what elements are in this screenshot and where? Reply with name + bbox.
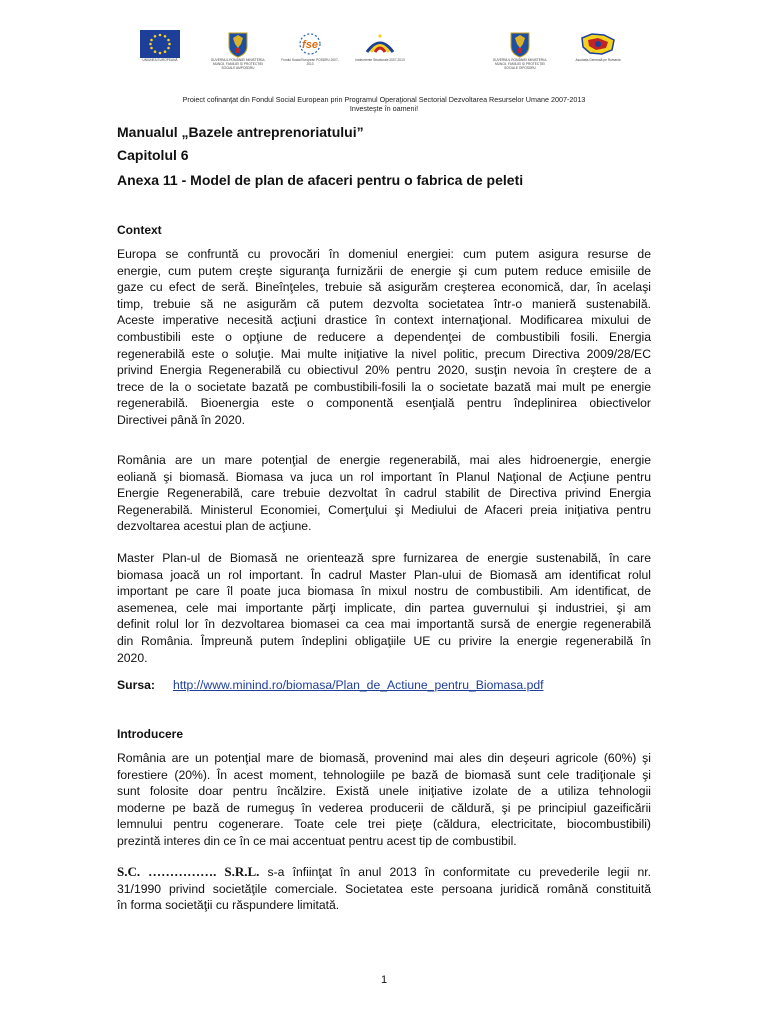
text-line: România are un mare potenţial de energie regenerabilă, mai ales hidroenergie, energie — [117, 453, 651, 467]
ministry-logo — [490, 30, 550, 82]
logo-caption: Asociația Generală pe Romania — [575, 58, 621, 62]
promoter-logo-icon — [578, 30, 618, 58]
text-line: energie, cum putem creşte siguranţa furnizării de energie şi cum putem reduce emisiile de — [117, 263, 651, 278]
eu-logo — [130, 30, 190, 82]
funding-slogan: Investeşte în oameni! — [349, 103, 419, 113]
source-link[interactable]: http://www.minind.ro/biomasa/Plan_de_Actiune_pentru_Biomasa.pdf — [172, 678, 544, 692]
text-line: lemnului pentru cogenerare. Toate cele trei pieţe (căldura, electricitate, biocombustibili) — [117, 817, 651, 832]
context-paragraph-3 — [117, 550, 651, 666]
text-line: 2020. — [117, 650, 148, 665]
context-paragraph-2 — [117, 452, 651, 535]
sponsor-logo-strip — [130, 30, 630, 90]
logo-caption: Fondul Social European POSDRU 2007-2013 — [281, 58, 339, 66]
logo-caption: GUVERNUL ROMÂNIEI MINISTERUL MUNCII, FAMILIEI ȘI PROTECȚIEI SOCIALE AMPOSDRU — [210, 58, 266, 70]
text-line: prezintă interes din ce în ce mai accentuat pentru acest tip de combustibil. — [117, 833, 517, 848]
text-line: gaze cu efect de seră. Bineînţeles, trebuie să asigurăm creşterea economică, dar, în acelaşi — [117, 280, 651, 295]
eu-flag-icon — [140, 30, 180, 58]
government-logo — [208, 30, 268, 82]
text-line — [117, 864, 651, 881]
text-line: Directivei până în 2020. — [117, 412, 246, 427]
text-line: Regenerabilă. Ministerul Economiei, Comerţului şi Mediului de Afaceri preia iniţiativa pentru — [117, 502, 651, 517]
text-line: sunt folosite doar pentru încălzire. Există unele iniţiative izolate de a utiliza tehnologii — [117, 784, 651, 799]
page-number: 1 — [380, 974, 388, 986]
text-line: trece de la o societate bazată pe combustibili-fosili la o societate bazată mai mult pe energie — [117, 379, 651, 394]
funding-line: Proiect cofinanţat din Fondul Social European prin Programul Operaţional Sectorial Dezvoltarea Resurselor Umane 2007-2013 — [182, 95, 586, 104]
text-line: România are un potenţial mare de biomasă, provenind mai ales din deşeuri agricole (60%) şi — [117, 751, 651, 765]
funding-statement — [0, 96, 768, 113]
structural-instruments-logo — [350, 30, 410, 82]
text-line: definit rolul lor în dezvoltarea biomasei ca cea mai importantă sursă de energie regenerabilă — [117, 617, 651, 632]
text-line: eoliană şi biomasă. Biomasa va juca un rol important în Planul Naţional de Acţiune pentru — [117, 469, 651, 484]
text-line: regenerabilă este o soluţie. Mai multe iniţiative la nivel politic, precum Directiva 2009/28/EC — [117, 346, 651, 361]
logo-caption: GUVERNUL ROMÂNIEI MINISTERUL MUNCII, FAMILIEI ȘI PROTECȚIEI SOCIALE OIPOSDRU — [492, 58, 548, 70]
text-line: în forma societăţii cu răspundere limitată. — [117, 898, 340, 913]
intro-heading: Introducere — [117, 727, 184, 741]
text-line: privind Energia Regenerabilă cu obiectivul 20% pentru 2020, susţin nevoia în creştere de a — [117, 363, 651, 378]
romania-coat-of-arms-icon — [509, 30, 531, 58]
text-line: dezvoltarea acestui plan de acţiune. — [117, 519, 312, 534]
intro-paragraph-1 — [117, 750, 651, 850]
text-line: biomasa joacă un rol important. În cadrul Master Plan-ului de Biomasă am identificat rolul — [117, 567, 651, 582]
chapter-title: Capitolul 6 — [117, 147, 189, 163]
context-paragraph-1 — [117, 246, 651, 429]
company-text: s-a înfiinţat în anul 2013 în conformitate cu prevederile legii nr. — [259, 865, 651, 879]
structural-instruments-icon — [363, 30, 397, 58]
text-line: important pe care îl poate juca biomasa în mixul nostru de combustibili. Am identificat, de — [117, 584, 651, 599]
fse-logo-icon — [295, 30, 325, 58]
text-line: Master Plan-ul de Biomasă ne orientează spre furnizarea de energie sustenabilă, în care — [117, 551, 651, 565]
intro-paragraph-2 — [117, 864, 651, 914]
logo-caption: UNIUNEA EUROPEANĂ — [142, 58, 178, 62]
annex-title: Anexa 11 - Model de plan de afaceri pentru o fabrica de peleti — [117, 172, 524, 188]
text-line: moderne pe bază de rumeguş în vederea producerii de căldură, şi pe principiul gazeificării — [117, 800, 651, 815]
svg-text:fse: fse — [302, 39, 318, 51]
text-line: Aceste imperative necesită acţiuni drastice în context internaţional. Modificarea mixului de — [117, 313, 651, 328]
logo-caption: Instrumente Structurale 2007-2013 — [355, 58, 405, 62]
text-line: combustibili este o opţiune de reducere a dependenţei de combustibili fosili. Energia — [117, 329, 651, 344]
text-line: timp, trebuie să ne asigurăm că putem dezvolta societatea într-o manieră sustenabilă. — [117, 296, 651, 311]
text-line: 31/1990 privind societăţile comerciale. Societatea este persoana juridică română constituită — [117, 881, 651, 896]
context-heading: Context — [117, 223, 162, 237]
source-label: Sursa: — [117, 678, 155, 692]
text-line: asemenea, cele mai importante părţi implicate, din partea guvernului şi industriei, şi am — [117, 600, 651, 615]
text-line: regenerabilă. Bioenergia este o componentă esenţială pentru îndeplinirea obiectivelor — [117, 396, 651, 411]
text-line: forestiere (20%). În acest moment, tehnologiile pe bază de biomasă sunt cele tradiţionale şi — [117, 767, 651, 782]
company-name: S.C. ……………. S.R.L. — [117, 864, 260, 879]
text-line: din România. Împreună putem îndeplini obligaţiile UE cu privire la energie regenerabilă în — [117, 633, 651, 648]
text-line: Energie Regenerabilă, care trebuie dezvoltat în cadrul stabilit de Directiva privind Energia — [117, 486, 651, 501]
manual-title: Manualul „Bazele antreprenoriatului” — [117, 124, 364, 140]
promoter-logo — [568, 30, 628, 82]
text-line: Europa se confruntă cu provocări în domeniul energiei: cum putem asigura resurse de — [117, 247, 651, 261]
fse-logo — [280, 30, 340, 82]
source-line — [117, 677, 544, 693]
romania-coat-of-arms-icon — [227, 30, 249, 58]
